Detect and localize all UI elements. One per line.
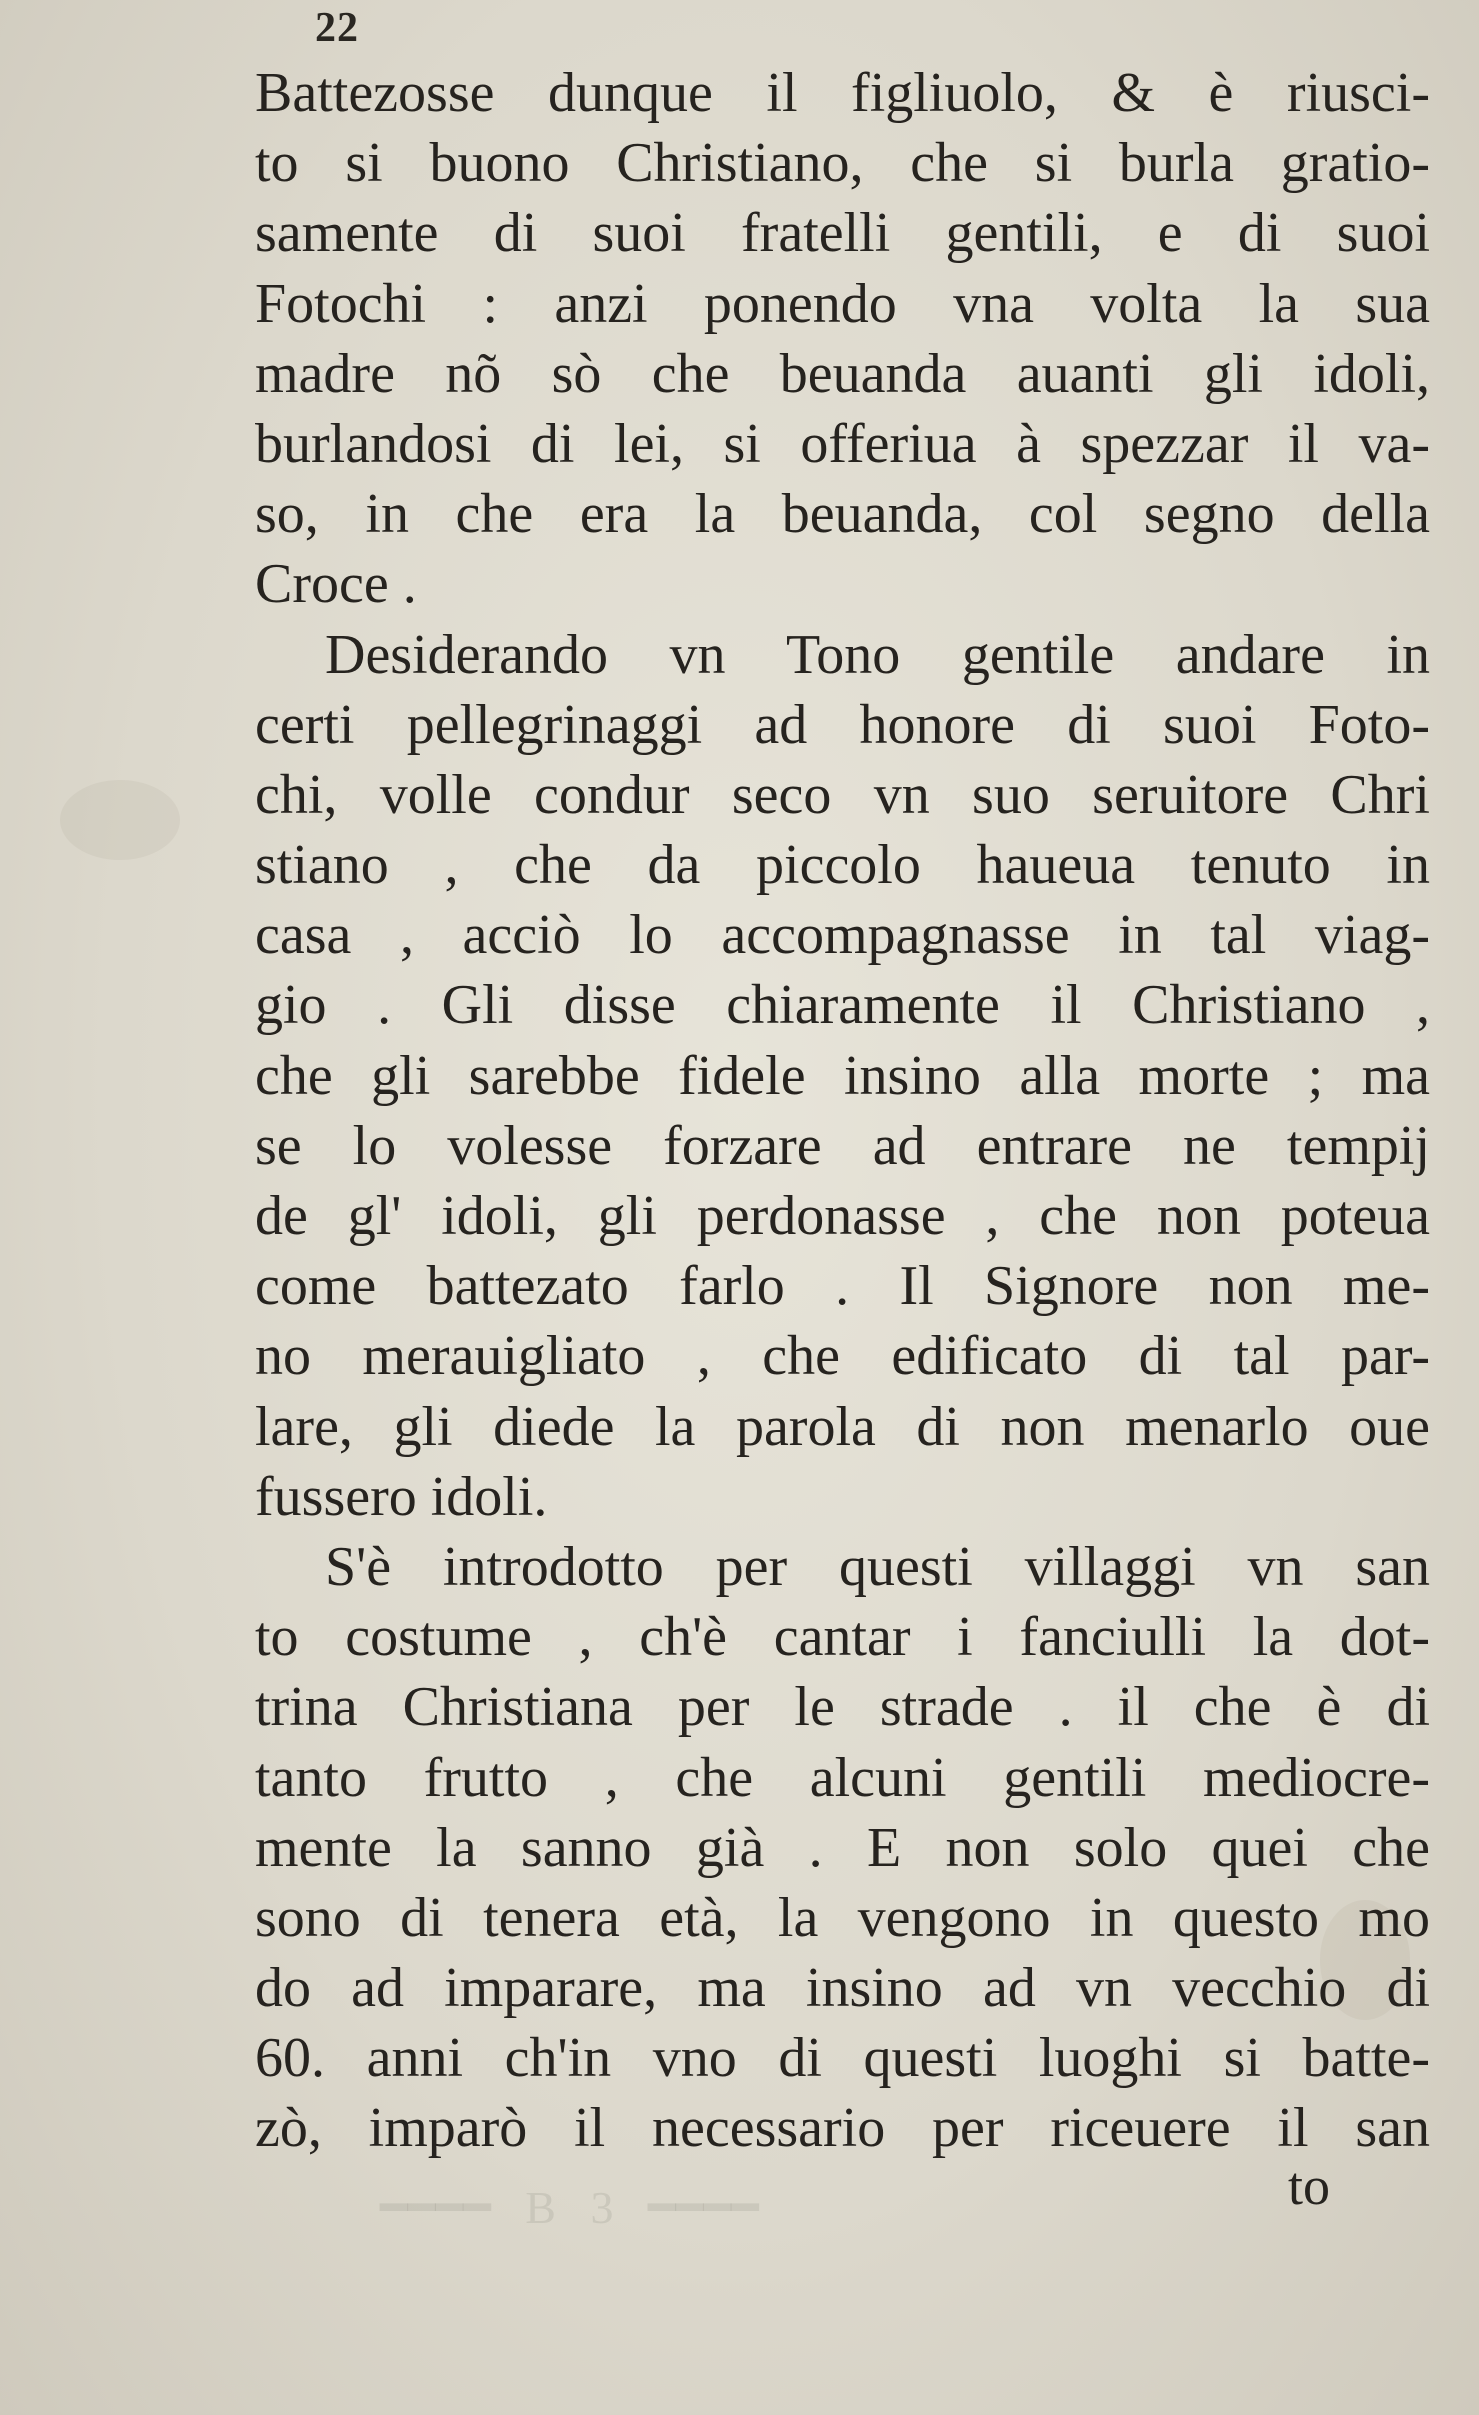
text-line: lare, gli diede la parola di non menarlo oue xyxy=(255,1395,1430,1458)
text-line: mente la sanno già . E non solo quei che xyxy=(255,1816,1430,1879)
text-line: samente di suoi fratelli gentili, e di suoi xyxy=(255,202,1430,265)
text-line: se lo volesse forzare ad entrare ne tempij xyxy=(255,1114,1430,1177)
text-line: gio . Gli disse chiaramente il Christiano , xyxy=(255,974,1430,1037)
paper-stain xyxy=(60,780,180,860)
show-through-text: ━━━━ B 3 ━━━━ xyxy=(380,2182,759,2233)
text-line: Croce . xyxy=(255,553,417,616)
text-line: stiano , che da piccolo haueua tenuto in xyxy=(255,834,1430,897)
text-line: no merauigliato , che edificato di tal par- xyxy=(255,1325,1430,1388)
text-line: de gl' idoli, gli perdonasse , che non poteua xyxy=(255,1185,1430,1247)
text-line: casa , acciò lo accompagnasse in tal viag- xyxy=(255,904,1430,967)
body-text xyxy=(255,58,1430,2164)
text-line: so, in che era la beuanda, col segno della xyxy=(255,483,1430,546)
text-line: come battezato farlo . Il Signore non me- xyxy=(255,1255,1430,1318)
text-line: do ad imparare, ma insino ad vn vecchio di xyxy=(255,1957,1430,2020)
text-line: chi, volle condur seco vn suo seruitore Chri xyxy=(255,763,1430,826)
page-number: 22 xyxy=(315,5,359,51)
text-line: burlandosi di lei, si offeriua à spezzar il va- xyxy=(255,412,1430,475)
text-line: to costume , ch'è cantar i fanciulli la dot- xyxy=(255,1606,1430,1669)
paragraph-first-line: S'è introdotto per questi villaggi vn san xyxy=(325,1535,1430,1598)
text-line: certi pellegrinaggi ad honore di suoi Foto- xyxy=(255,693,1430,756)
text-line: Fotochi : anzi ponendo vna volta la sua xyxy=(255,272,1430,335)
catchword: to xyxy=(1288,2156,1331,2216)
text-line: fussero idoli. xyxy=(255,1465,548,1528)
paragraph-first-line: Desiderando vn Tono gentile andare in xyxy=(325,623,1430,686)
text-line: 60. anni ch'in vno di questi luoghi si batte- xyxy=(255,2027,1430,2090)
text-line: che gli sarebbe fidele insino alla morte ; ma xyxy=(255,1044,1430,1107)
text-line: zò, imparò il necessario per riceuere il san xyxy=(255,2097,1430,2160)
text-line: madre nõ sò che beuanda auanti gli idoli, xyxy=(255,342,1430,405)
text-line: trina Christiana per le strade . il che è di xyxy=(255,1676,1430,1739)
text-line: sono di tenera età, la vengono in questo mo xyxy=(255,1886,1430,1949)
text-line: Battezosse dunque il figliuolo, & è riusci- xyxy=(255,62,1430,124)
text-line: to si buono Christiano, che si burla gratio- xyxy=(255,132,1430,195)
text-line: tanto frutto , che alcuni gentili mediocre- xyxy=(255,1746,1430,1809)
